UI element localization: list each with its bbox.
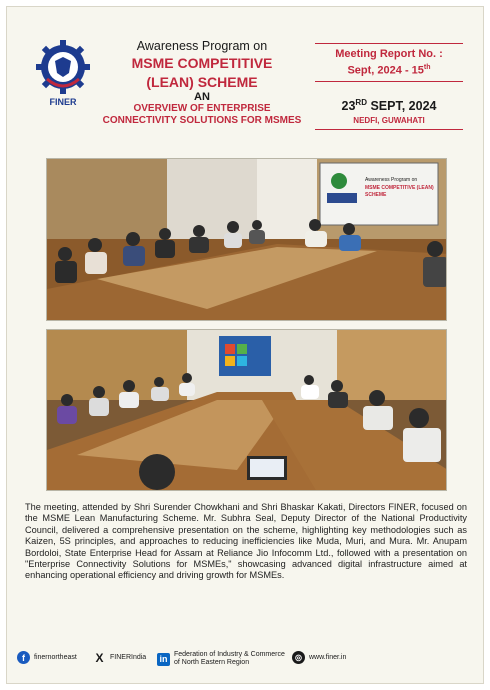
date-suffix: RD	[355, 97, 367, 107]
footer	[7, 647, 483, 677]
title-line-4: AN	[194, 91, 210, 103]
meeting-report-number	[309, 61, 469, 78]
projector-banner-line-1: Awareness Program on	[365, 177, 418, 183]
facebook-icon: f	[17, 651, 30, 664]
linkedin-name	[174, 651, 285, 667]
meeting-report-suffix: th	[423, 64, 431, 71]
title-line-1: Awareness Program on	[136, 39, 268, 53]
globe-icon: ◎	[292, 651, 305, 664]
x-handle: FINERIndia	[110, 654, 147, 661]
divider	[315, 129, 463, 130]
title-line-6: CONNECTIVITY SOLUTIONS FOR MSMES	[102, 115, 302, 126]
linkedin-line-2: of North Eastern Region	[174, 659, 250, 666]
meeting-photo-1	[46, 158, 447, 321]
meeting-location: NEDFI, GUWAHATI	[353, 115, 425, 125]
title-block	[87, 39, 317, 127]
meeting-report-label	[309, 44, 469, 81]
linkedin-icon: in	[157, 653, 170, 666]
footer-linkedin[interactable]	[157, 651, 285, 667]
title-line-5: OVERVIEW OF ENTERPRISE	[133, 103, 271, 114]
logo-text: FINER	[49, 97, 77, 107]
meeting-report-text: Meeting Report No. :	[335, 48, 443, 60]
projector-banner-line-2: MSME COMPETITIVE (LEAN)	[365, 185, 434, 191]
meeting-photo-2	[46, 329, 447, 491]
report-meta	[309, 43, 469, 130]
report-page	[6, 6, 484, 684]
date-rest: SEPT, 2024	[366, 98, 437, 113]
x-icon: X	[95, 650, 104, 665]
facebook-handle: finernortheast	[34, 654, 77, 661]
projector-banner-line-3: SCHEME	[365, 192, 387, 198]
title-line-3: (LEAN) SCHEME	[146, 74, 258, 90]
linkedin-line-1: Federation of Industry & Commerce	[174, 651, 285, 658]
date-day: 23	[341, 98, 356, 113]
meeting-report-number-text: Sept, 2024 - 15	[347, 64, 424, 77]
footer-web[interactable]	[292, 651, 346, 664]
gear-icon	[33, 37, 93, 97]
title-line-2: MSME COMPETITIVE	[131, 55, 273, 71]
finer-logo	[33, 37, 93, 109]
meeting-date	[309, 98, 469, 113]
divider	[315, 81, 463, 82]
website-url: www.finer.in	[309, 654, 347, 661]
footer-facebook[interactable]	[17, 651, 77, 664]
meeting-summary: The meeting, attended by Shri Surender Chowkhani and Shri Bhaskar Kakati, Directors FINER, focused on the MSME Lean Manufacturing Scheme. Mr. Subhra Seal, Deputy Director of the National Productivity Council, delivered a comprehensive presentation on the scheme, highlighting key methodologies such as Kaizen, 5S principles, and approaches to reducing inefficiencies like Muda, Muri, and Mura. Mr. Anupam Bordoloi, State Enterprise Head for Assam at Reliance Jio Infocomm Ltd., followed with a presentation on "Enterprise Connectivity Solutions for MSMEs," showcasing advanced digital infrastructure aimed at enhancing operational efficiency and driving growth for MSMEs.	[25, 502, 467, 581]
header	[7, 7, 483, 152]
footer-x[interactable]	[93, 651, 146, 664]
